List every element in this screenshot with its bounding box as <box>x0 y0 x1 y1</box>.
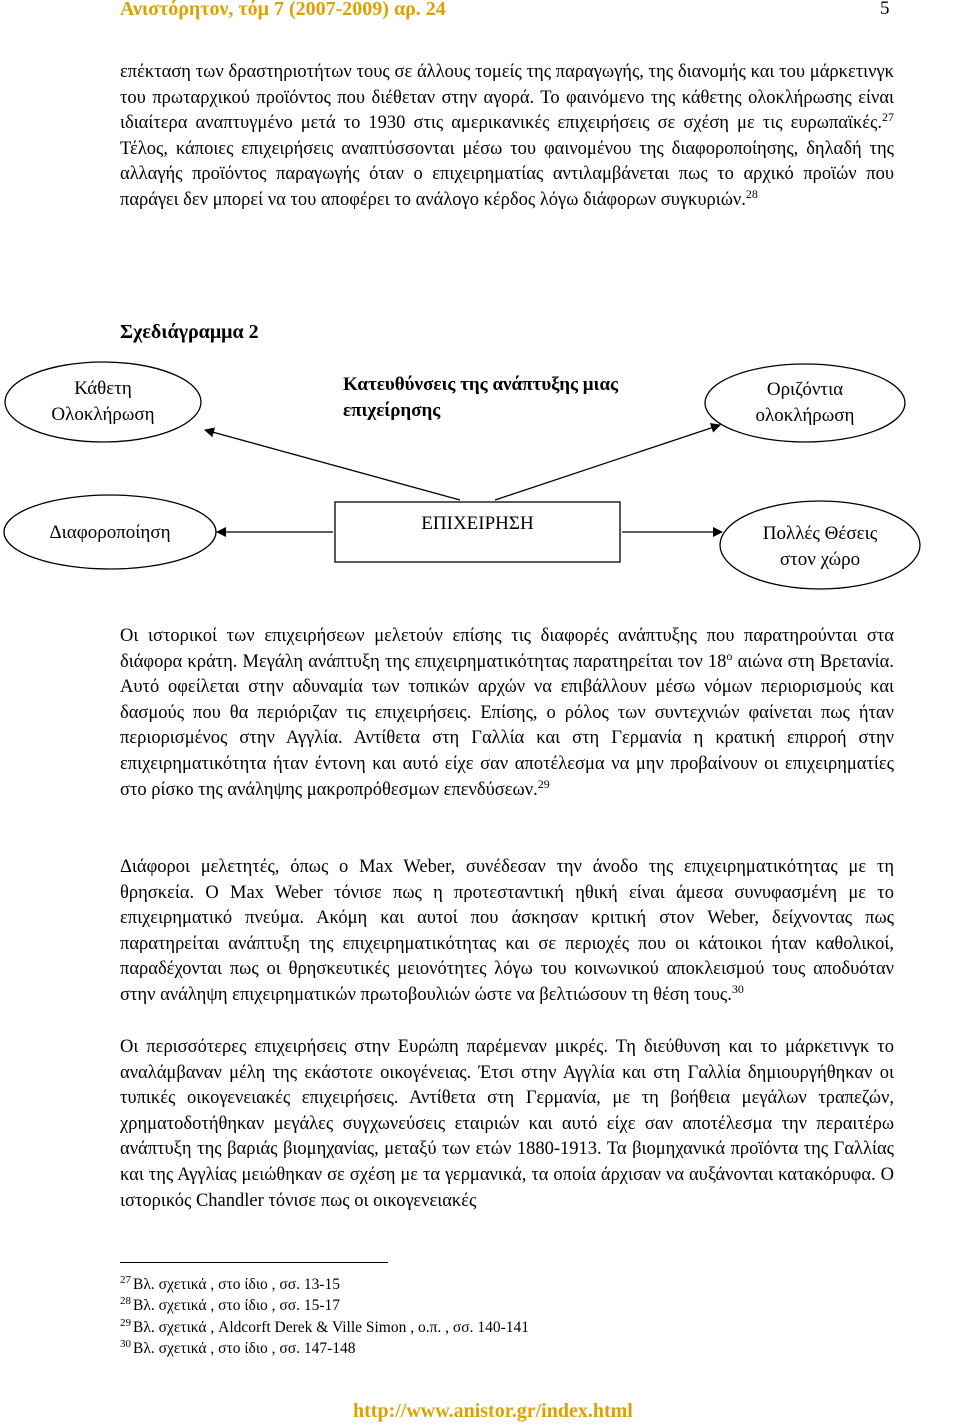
diversification-label: Διαφοροποίηση <box>49 522 171 543</box>
footnote-30: $^{30}$ Βλ. σχετικά , στο ίδιο , σσ. 147-148 <box>120 1337 356 1357</box>
journal-header: Ανιστόρητον, τόμ 7 (2007-2009) αρ. 24 <box>120 0 446 20</box>
directions-label: Κατευθύνσεις της ανάπτυξης μιας επιχείρησης <box>343 374 619 421</box>
body-paragraph-2: Διάφοροι μελετητές, όπως ο Max Weber, συνέδεσαν την άνοδο της επιχειρηματικότητας με τη θρησκεία. Ο Max Weber τόνισε πως η προτεσταντική ηθική είναι άμεσα συνυφασμένη με το επιχειρηματικό πνεύμα. Ακόμη και αυτοί που άσκησαν κριτική στον Weber, δείχνοντας πως παρατηρείται ανάπτυξη της επιχειρηματικότητας και σε περιοχές που οι κάτοικοι ήταν καθολικοί, παραδέχονται πως οι θρησκευτικές μειονότητες λόγω του κοινωνικού αποκλεισμού τους αποδυόταν στην ανάληψη επιχειρηματικών πρωτοβουλιών ώστε να βελτιώσουν τη θέση τους.$^{30}$ <box>120 857 894 1005</box>
footnote-29: $^{29}$ Βλ. σχετικά , Aldcorft Derek & Ville Simon , ο.π. , σσ. 140-141 <box>120 1316 530 1336</box>
footnote-27: $^{27}$ Βλ. σχετικά , στο ίδιο , σσ. 13-15 <box>120 1273 341 1293</box>
body-paragraph-3: Οι περισσότερες επιχειρήσεις στην Ευρώπη παρέμεναν μικρές. Τη διεύθυνση και το μάρκετινγκ το αναλάμβαναν μέλη της εκάστοτε οικογένειας. Έτσι στην Αγγλία και στη Γαλλία δημιουργήθηκαν οι τυπικές οικογενειακές επιχειρήσεις. Αντίθετα στη Γερμανία, με τη βοήθεια μεγάλων τραπεζών, χρηματοδοτήθηκαν μεγάλες συγχωνεύσεις εταιριών και αυτό είχε σαν αποτέλεσμα την περαιτέρω ανάπτυξη της βαριάς βιομηχανίας, μεταξύ των ετών 1880-1913. Τα βιομηχανικά προϊόντα της Γαλλίας και της Αγγλίας μειώθηκαν σε σχέση με τα γερμανικά, τα οποία άρχισαν να αυξάνονται κατακόρυφα. Ο ιστορικός Chandler τόνισε πως οι οικογενειακές <box>120 1037 894 1211</box>
footnote-ref-28[interactable]: 28 <box>745 186 758 201</box>
footnote-ref-27[interactable]: 27 <box>882 110 894 125</box>
enterprise-label: ΕΠΙΧΕΙΡΗΣΗ <box>421 513 534 534</box>
diagram-title: Σχεδιάγραμμα 2 <box>120 321 259 343</box>
horizontal-integration-label: Οριζόντια ολοκλήρωση <box>755 379 855 426</box>
footnote-ref-30[interactable]: 30 <box>731 981 744 996</box>
footer-link[interactable]: http://www.anistor.gr/index.html <box>353 1400 633 1422</box>
page-number: 5 <box>880 0 890 19</box>
body-paragraph-1: Οι ιστορικοί των επιχειρήσεων μελετούν επίσης τις διαφορές ανάπτυξης που παρατηρούνται στα διάφορα κράτη. Μεγάλη ανάπτυξη της επιχειρηματικότητας παρατηρείται τον $18^o$ αιώνα στη Βρετανία. Αυτό οφείλεται στην αδυναμία των τοπικών αρχών να επιβάλλουν μέσω νόμων περιορισμούς και δασμούς που θα περιόριζαν τις επιχειρήσεις. Επίσης, ο ρόλος των συντεχνιών φαίνεται πως ήταν περιορισμένος στην Αγγλία. Αντίθετα στη Γαλλία και στη Γερμανία η κρατική επιρροή στην επιχειρηματικότητα ήταν έντονη και αυτό είχε σαν αποτέλεσμα να μην προβαίνουν οι επιχειρηματίες στο ρίσκο της ανάληψης μακροπρόθεσμων επενδύσεων.$^{29}$ <box>120 626 894 800</box>
vertical-integration-label: Κάθετη Ολοκλήρωση <box>51 378 155 425</box>
footnote-divider <box>120 1262 388 1263</box>
footnote-28: $^{28}$ Βλ. σχετικά , στο ίδιο , σσ. 15-17 <box>120 1294 341 1314</box>
arrow-to-horizontal <box>495 425 720 500</box>
intro-paragraph: επέκταση των δραστηριοτήτων τους σε άλλους τομείς της παραγωγής, της διανομής και του μάρκετινγκ του πρωταρχικού προϊόντος που διέθεταν στην αγορά. Το φαινόμενο της κάθετης ολοκλήρωσης είναι ιδιαίτερα αναπτυγμένο μετά το 1930 στις αμερικανικές επιχειρήσεις σε σχέση με τις ευρωπαϊκές.$^{27}$ Τέλος, κάποιες επιχειρήσεις αναπτύσσονται μέσω του φαινομένου της διαφοροποίησης, δηλαδή της αλλαγής προϊόντος παραγωγής όταν ο επιχειρηματίας αντιλαμβάνεται πως το αρχικό προϊών που παράγει δεν μπορεί να του αποφέρει το ανάλογο κέρδος λόγω διάφορων συγκυριών.$^{28}$ <box>120 62 894 210</box>
footnote-ref-29[interactable]: 29 <box>537 776 550 791</box>
superscript-o: ο <box>726 648 733 663</box>
locations-label: Πολλές Θέσεις στον χώρο <box>762 523 878 570</box>
arrow-to-vertical <box>205 430 460 500</box>
